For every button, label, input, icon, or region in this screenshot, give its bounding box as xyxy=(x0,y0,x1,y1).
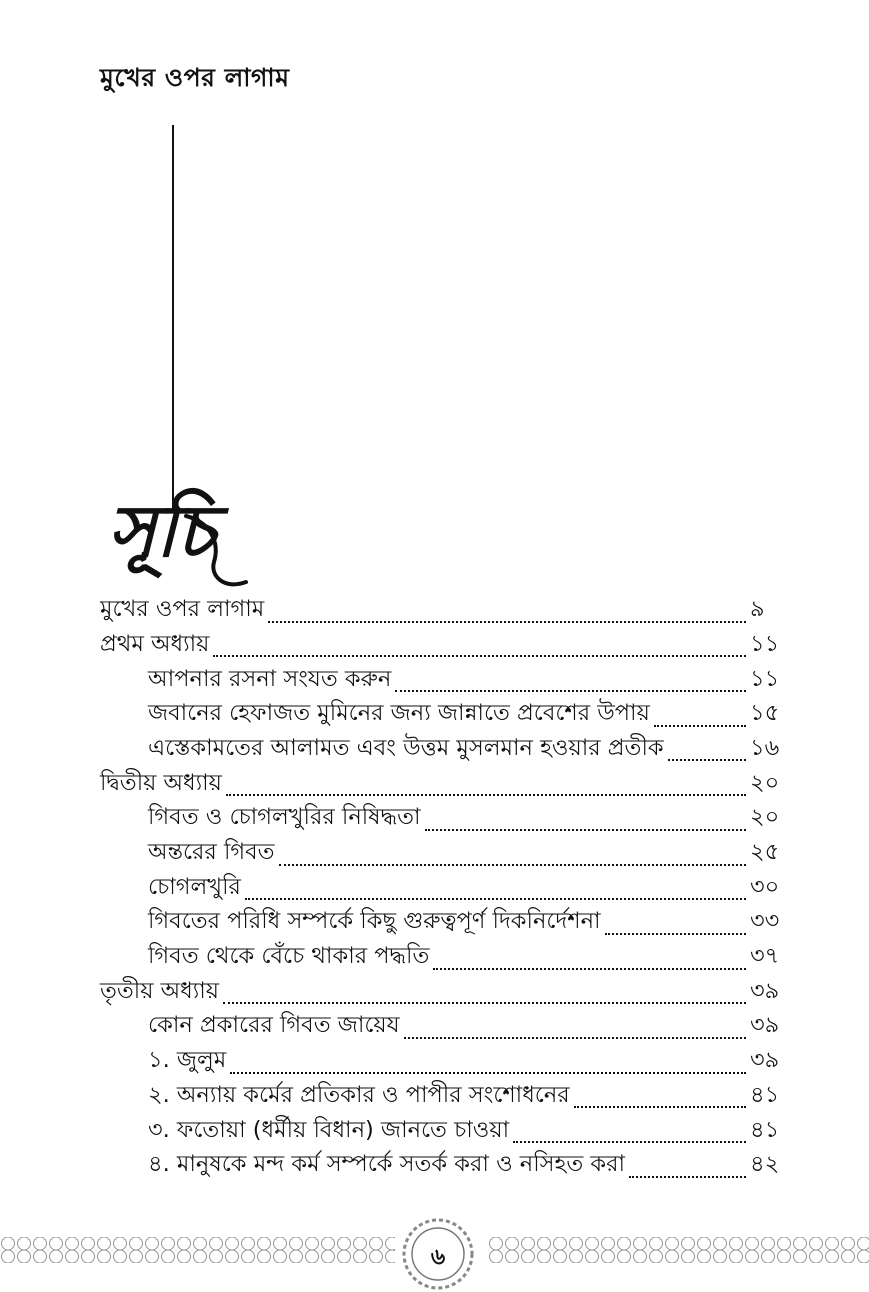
toc-entry-title: গিবত ও চোগলখুরির নিষিদ্ধতা xyxy=(148,804,421,831)
toc-entry xyxy=(100,937,790,972)
toc-entry-title: দ্বিতীয় অধ্যায় xyxy=(100,769,222,796)
running-header: মুখের ওপর লাগাম xyxy=(100,63,290,92)
toc-entry-title: ৪. মানুষকে মন্দ কর্ম সম্পর্কে সতর্ক করা ও নসিহত করা xyxy=(148,1151,626,1178)
title-swash-ornament xyxy=(180,512,250,596)
toc-entry-page: ১৫ xyxy=(750,700,780,727)
toc-entry xyxy=(100,1076,790,1111)
toc-entry-page: ৪২ xyxy=(750,1151,780,1178)
dot-leader xyxy=(268,620,746,623)
toc-entry-page: ১৬ xyxy=(750,734,780,761)
dot-leader xyxy=(404,1036,746,1039)
dot-leader xyxy=(668,758,746,761)
toc-entry-title: ৩. ফতোয়া (ধর্মীয় বিধান) জানতে চাওয়া xyxy=(148,1116,510,1143)
toc-entry-page: ৩০ xyxy=(750,873,780,900)
toc-entry-title: মুখের ওপর লাগাম xyxy=(100,596,265,623)
toc-entry-page: ২০ xyxy=(750,769,780,796)
toc-entry xyxy=(100,729,790,764)
toc-entry-title: কোন প্রকারের গিবত জায়েয xyxy=(148,1012,400,1039)
toc-entry-page: ৩৯ xyxy=(750,1047,780,1074)
toc-entry-page: ২০ xyxy=(750,804,780,831)
toc-entry xyxy=(100,902,790,937)
toc-entry xyxy=(100,659,790,694)
toc-entry-page: ৪১ xyxy=(750,1081,780,1108)
toc-entry-title: এস্তেকামতের আলামত এবং উত্তম মুসলমান হওয়ার প্রতীক xyxy=(148,734,664,761)
toc-entry xyxy=(100,833,790,868)
toc-entry-title: অন্তরের গিবত xyxy=(148,839,275,865)
dot-leader xyxy=(605,932,746,935)
dot-leader xyxy=(629,1175,746,1178)
toc-list xyxy=(100,590,790,1180)
toc-entry xyxy=(100,972,790,1007)
footer-lace-right xyxy=(488,1237,869,1263)
toc-entry-page: ২৫ xyxy=(750,839,780,865)
toc-entry-title: জবানের হেফাজত মুমিনের জন্য জান্নাতে প্রবেশের উপায় xyxy=(148,700,650,727)
dot-leader xyxy=(226,793,746,796)
toc-entry-page: ৯ xyxy=(750,596,765,623)
dot-leader xyxy=(395,689,746,692)
toc-entry xyxy=(100,798,790,833)
toc-entry xyxy=(100,763,790,798)
toc-entry-page: ৩৩ xyxy=(750,908,780,935)
toc-entry-page: ১১ xyxy=(750,630,780,657)
toc-entry-title: আপনার রসনা সংযত করুন xyxy=(148,665,392,692)
toc-entry-title: গিবতের পরিধি সম্পর্কে কিছু গুরুত্বপূর্ণ দিকনির্দেশনা xyxy=(148,908,601,935)
dot-leader xyxy=(513,1140,746,1143)
toc-entry-title: ২. অন্যায় কর্মের প্রতিকার ও পাপীর সংশোধনের xyxy=(148,1081,570,1108)
page-number: ৬ xyxy=(430,1245,446,1270)
dot-leader xyxy=(574,1105,746,1108)
dot-leader xyxy=(213,654,746,657)
dot-leader xyxy=(223,1001,746,1004)
toc-entry-page: ৪১ xyxy=(750,1116,780,1143)
footer-lace-left xyxy=(0,1237,395,1263)
dot-leader xyxy=(279,863,746,866)
dot-leader xyxy=(230,1071,746,1074)
toc-entry-title: তৃতীয় অধ্যায় xyxy=(100,977,220,1004)
dot-leader xyxy=(425,828,747,831)
toc-entry-title: প্রথম অধ্যায় xyxy=(100,630,210,657)
toc-entry xyxy=(100,694,790,729)
toc-entry xyxy=(100,1041,790,1076)
dot-leader xyxy=(654,724,746,727)
toc-entry-title: ১. জুলুম xyxy=(148,1047,227,1074)
toc-entry xyxy=(100,1110,790,1145)
dot-leader xyxy=(433,967,746,970)
toc-entry xyxy=(100,868,790,903)
toc-entry-page: ৩৯ xyxy=(750,977,780,1004)
toc-entry-title: গিবত থেকে বেঁচে থাকার পদ্ধতি xyxy=(148,943,430,970)
toc-entry-page: ৩৯ xyxy=(750,1012,780,1039)
toc-entry-title: চোগলখুরি xyxy=(148,873,241,900)
toc-entry xyxy=(100,1145,790,1180)
toc-entry xyxy=(100,1006,790,1041)
toc-entry xyxy=(100,590,790,625)
toc-entry xyxy=(100,625,790,660)
decorative-vertical-line xyxy=(172,125,174,510)
toc-title: সূচি xyxy=(108,488,216,573)
dot-leader xyxy=(245,897,746,900)
toc-entry-page: ৩৭ xyxy=(750,943,780,970)
toc-entry-page: ১১ xyxy=(750,665,780,692)
